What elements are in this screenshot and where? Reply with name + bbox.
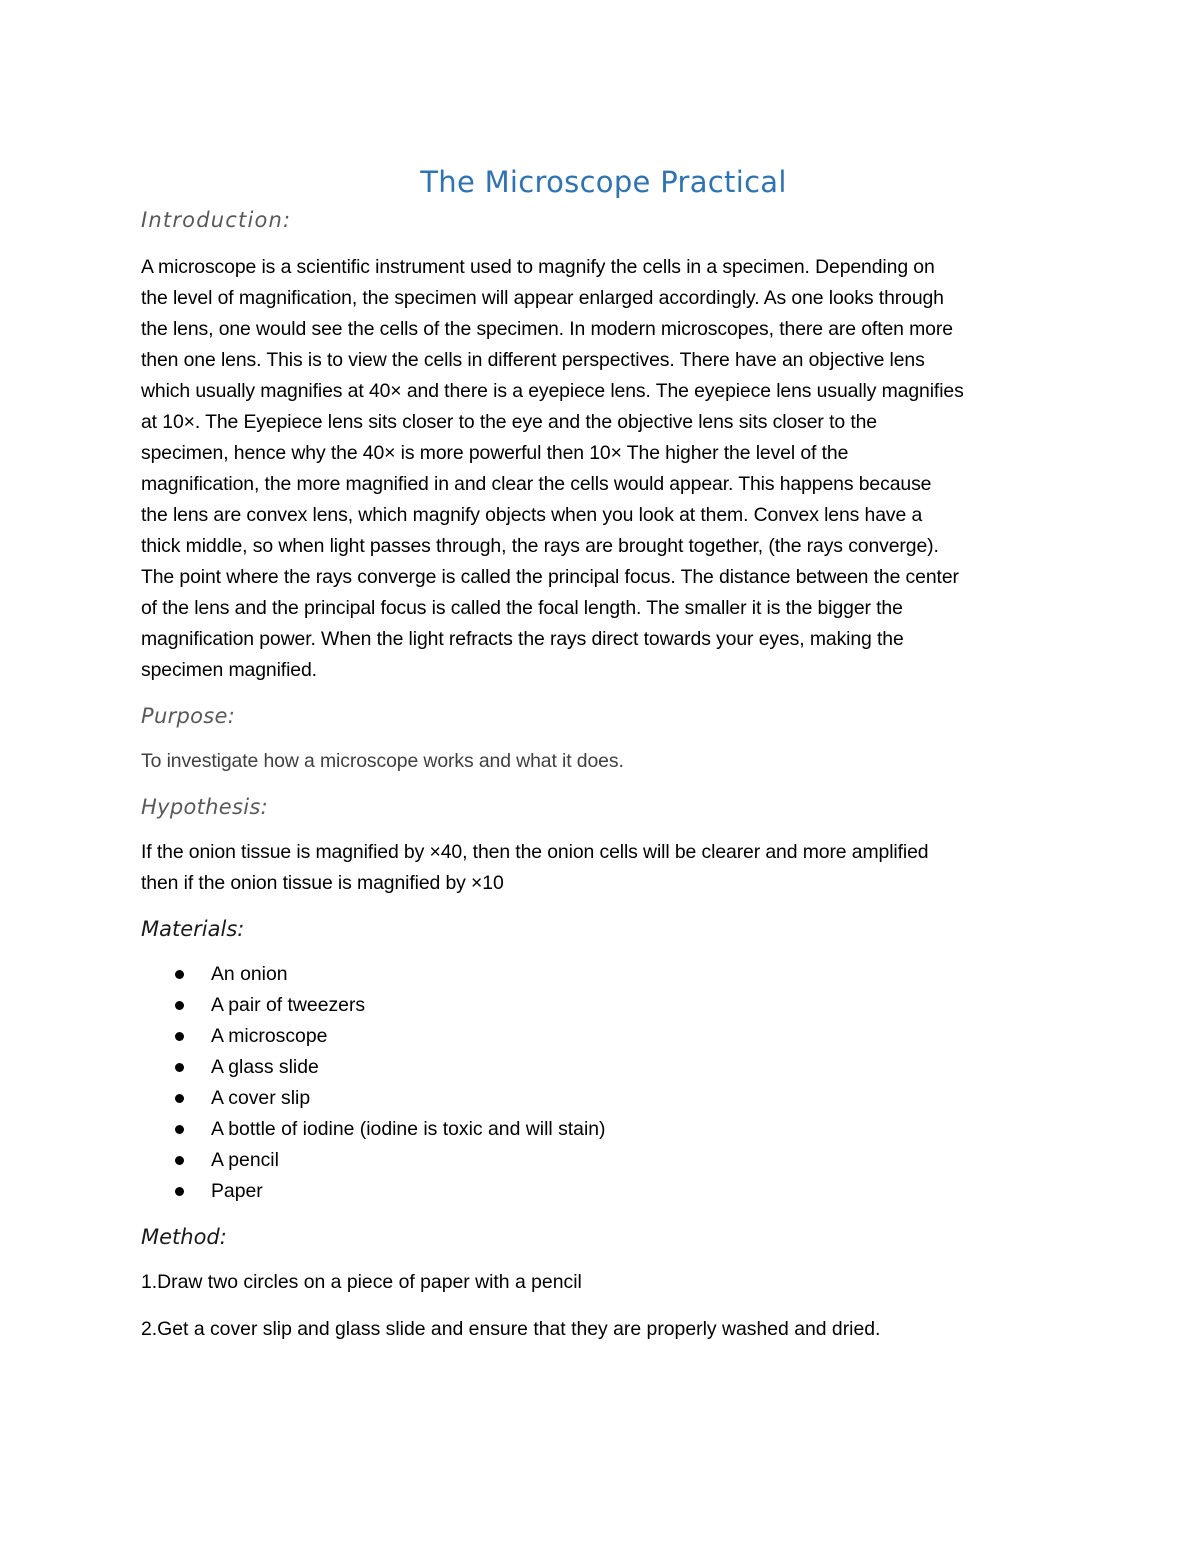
list-item — [141, 1083, 1066, 1114]
purpose-heading: Purpose: — [141, 704, 236, 728]
bullet-icon — [175, 1001, 184, 1010]
bullet-icon — [175, 1063, 184, 1072]
list-item-label: A microscope — [211, 1025, 328, 1047]
list-item — [141, 990, 1066, 1021]
method-step: 2.Get a cover slip and glass slide and ensure that they are properly washed and dried. — [141, 1318, 881, 1340]
list-item-label: A pair of tweezers — [211, 994, 366, 1016]
introduction-line: which usually magnifies at 40× and there is a eyepiece lens. The eyepiece lens usually magnifies — [141, 380, 964, 402]
hypothesis-line: then if the onion tissue is magnified by ×10 — [141, 872, 504, 894]
list-item — [141, 1176, 1066, 1207]
bullet-icon — [175, 1156, 184, 1165]
list-item — [141, 959, 1066, 990]
introduction-line: specimen, hence why the 40× is more powerful then 10× The higher the level of the — [141, 442, 849, 464]
bullet-icon — [175, 1187, 184, 1196]
list-item — [141, 1114, 1066, 1145]
hypothesis-line: If the onion tissue is magnified by ×40, then the onion cells will be clearer and more amplified — [141, 841, 929, 863]
introduction-paragraph — [141, 252, 1066, 686]
hypothesis-paragraph — [141, 837, 1066, 899]
introduction-line: the lens, one would see the cells of the specimen. In modern microscopes, there are often more — [141, 318, 953, 340]
list-item-label: Paper — [211, 1180, 263, 1202]
document-content — [141, 162, 1066, 1361]
bullet-icon — [175, 970, 184, 979]
list-item-label: A pencil — [211, 1149, 279, 1171]
bullet-icon — [175, 1032, 184, 1041]
introduction-line: A microscope is a scientific instrument used to magnify the cells in a specimen. Depending on — [141, 256, 935, 278]
introduction-line: magnification power. When the light refracts the rays direct towards your eyes, making the — [141, 628, 904, 650]
list-item — [141, 1145, 1066, 1176]
list-item-label: A bottle of iodine (iodine is toxic and will stain) — [211, 1118, 606, 1140]
list-item-label: An onion — [211, 963, 288, 985]
method-step: 1.Draw two circles on a piece of paper with a pencil — [141, 1271, 582, 1293]
list-item — [141, 1021, 1066, 1052]
introduction-line: The point where the rays converge is called the principal focus. The distance between the center — [141, 566, 959, 588]
introduction-line: specimen magnified. — [141, 659, 317, 681]
hypothesis-heading: Hypothesis: — [141, 795, 268, 819]
introduction-line: the level of magnification, the specimen will appear enlarged accordingly. As one looks through — [141, 287, 944, 309]
bullet-icon — [175, 1125, 184, 1134]
purpose-text: To investigate how a microscope works and what it does. — [141, 750, 624, 772]
introduction-line: the lens are convex lens, which magnify objects when you look at them. Convex lens have a — [141, 504, 923, 526]
list-item-label: A glass slide — [211, 1056, 319, 1078]
bullet-icon — [175, 1094, 184, 1103]
introduction-line: at 10×. The Eyepiece lens sits closer to the eye and the objective lens sits closer to the — [141, 411, 877, 433]
introduction-line: then one lens. This is to view the cells in different perspectives. There have an objective lens — [141, 349, 925, 371]
list-item-label: A cover slip — [211, 1087, 311, 1109]
method-heading: Method: — [141, 1225, 227, 1249]
introduction-heading: Introduction: — [141, 208, 292, 232]
list-item — [141, 1052, 1066, 1083]
introduction-line: magnification, the more magnified in and clear the cells would appear. This happens because — [141, 473, 932, 495]
page-title: The Microscope Practical — [420, 165, 787, 199]
introduction-line: of the lens and the principal focus is called the focal length. The smaller it is the bigger the — [141, 597, 903, 619]
materials-heading: Materials: — [141, 917, 245, 941]
introduction-line: thick middle, so when light passes through, the rays are brought together, (the rays converge). — [141, 535, 939, 557]
materials-list — [141, 959, 1066, 1207]
